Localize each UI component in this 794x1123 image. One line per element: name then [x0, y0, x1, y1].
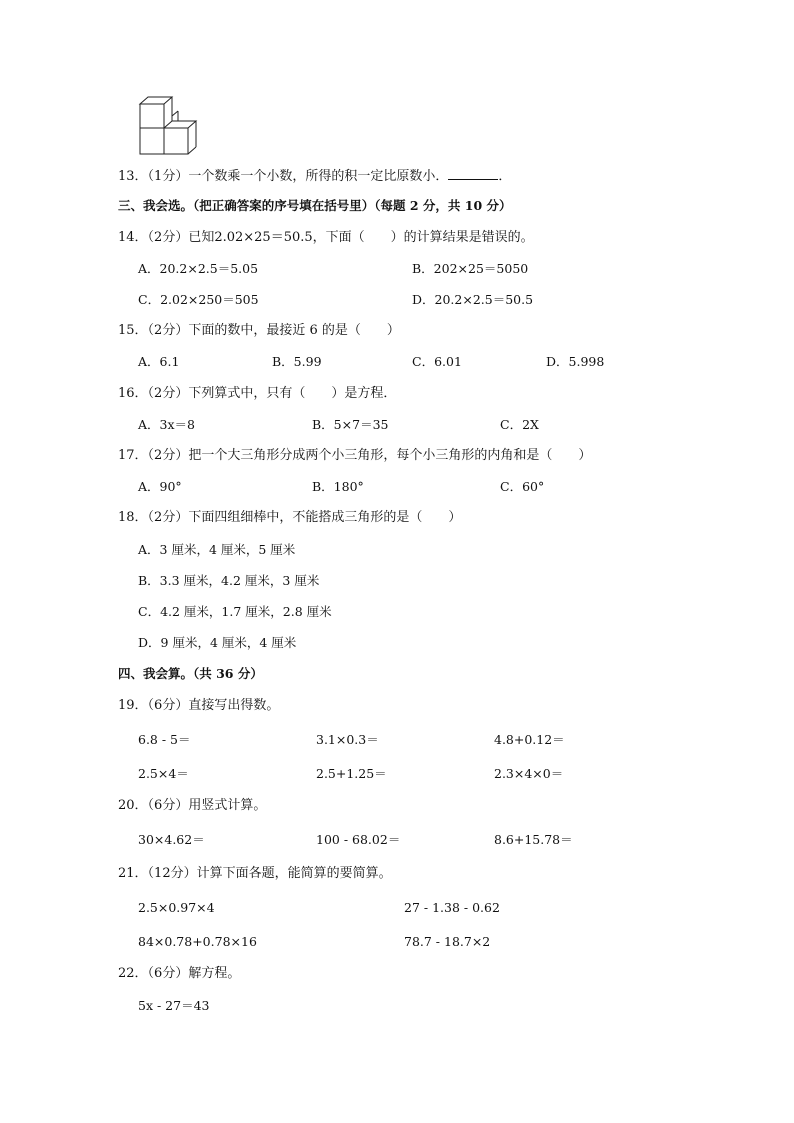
answer-blank[interactable]: [448, 167, 498, 180]
q15-option-a: A．6.1: [138, 354, 180, 369]
question-13: [118, 167, 511, 185]
question-21-text: 21．（12分）计算下面各题，能简算的要简算。: [118, 866, 392, 881]
q22-item-1: 5x - 27＝43: [138, 998, 210, 1013]
question-22-text: 22．（6分）解方程。: [118, 966, 241, 981]
question-13-end: ．: [498, 169, 512, 184]
section-3-heading: 三、我会选。（把正确答案的序号填在括号里）（每题 2 分，共 10 分）: [118, 198, 512, 213]
question-18-text: 18．（2分）下面四组细棒中，不能搭成三角形的是（ ）: [118, 510, 462, 525]
question-15-text: 15．（2分）下面的数中，最接近 6 的是（ ）: [118, 323, 400, 338]
question-13-text: 13．（1分）一个数乘一个小数，所得的积一定比原数小．: [118, 169, 449, 184]
q17-option-b: B．180°: [312, 479, 364, 494]
q21-item-1: 2.5×0.97×4: [138, 900, 215, 915]
q18-option-c: C．4.2 厘米，1.7 厘米，2.8 厘米: [138, 604, 332, 619]
q21-item-2: 27 - 1.38 - 0.62: [404, 900, 500, 915]
q18-option-b: B．3.3 厘米，4.2 厘米，3 厘米: [138, 573, 320, 588]
q19-item-3: 4.8+0.12＝: [494, 732, 565, 747]
q19-item-2: 3.1×0.3＝: [316, 732, 379, 747]
q21-item-4: 78.7 - 18.7×2: [404, 934, 491, 949]
q14-option-a: A．20.2×2.5＝5.05: [138, 261, 259, 276]
q15-option-b: B．5.99: [272, 354, 322, 369]
q20-item-1: 30×4.62＝: [138, 832, 205, 847]
question-19-text: 19．（6分）直接写出得数。: [118, 698, 280, 713]
question-17-text: 17．（2分）把一个大三角形分成两个小三角形，每个小三角形的内角和是（ ）: [118, 448, 592, 463]
q17-option-a: A．90°: [138, 479, 182, 494]
q18-option-d: D．9 厘米，4 厘米，4 厘米: [138, 635, 297, 650]
q14-option-b: B．202×25＝5050: [412, 261, 529, 276]
q17-option-c: C．60°: [500, 479, 545, 494]
question-14-text: 14．（2分）已知2.02×25＝50.5，下面（ ）的计算结果是错误的。: [118, 230, 534, 245]
q14-option-c: C．2.02×250＝505: [138, 292, 259, 307]
q21-item-3: 84×0.78+0.78×16: [138, 934, 257, 949]
q19-item-4: 2.5×4＝: [138, 766, 189, 781]
q15-option-d: D．5.998: [546, 354, 605, 369]
q16-option-b: B．5×7＝35: [312, 417, 389, 432]
q19-item-6: 2.3×4×0＝: [494, 766, 564, 781]
q16-option-c: C．2X: [500, 417, 539, 432]
section-4-heading: 四、我会算。（共 36 分）: [118, 666, 263, 681]
q19-item-5: 2.5+1.25＝: [316, 766, 387, 781]
q16-option-a: A．3x＝8: [138, 417, 195, 432]
q19-item-1: 6.8 - 5＝: [138, 732, 191, 747]
question-16-text: 16．（2分）下列算式中，只有（ ）是方程．: [118, 386, 397, 401]
q18-option-a: A．3 厘米，4 厘米，5 厘米: [138, 542, 296, 557]
q15-option-c: C．6.01: [412, 354, 462, 369]
q20-item-2: 100 - 68.02＝: [316, 832, 401, 847]
q14-option-d: D．20.2×2.5＝50.5: [412, 292, 534, 307]
question-20-text: 20．（6分）用竖式计算。: [118, 798, 267, 813]
cube-stack-figure: [134, 94, 204, 164]
q20-item-3: 8.6+15.78＝: [494, 832, 573, 847]
